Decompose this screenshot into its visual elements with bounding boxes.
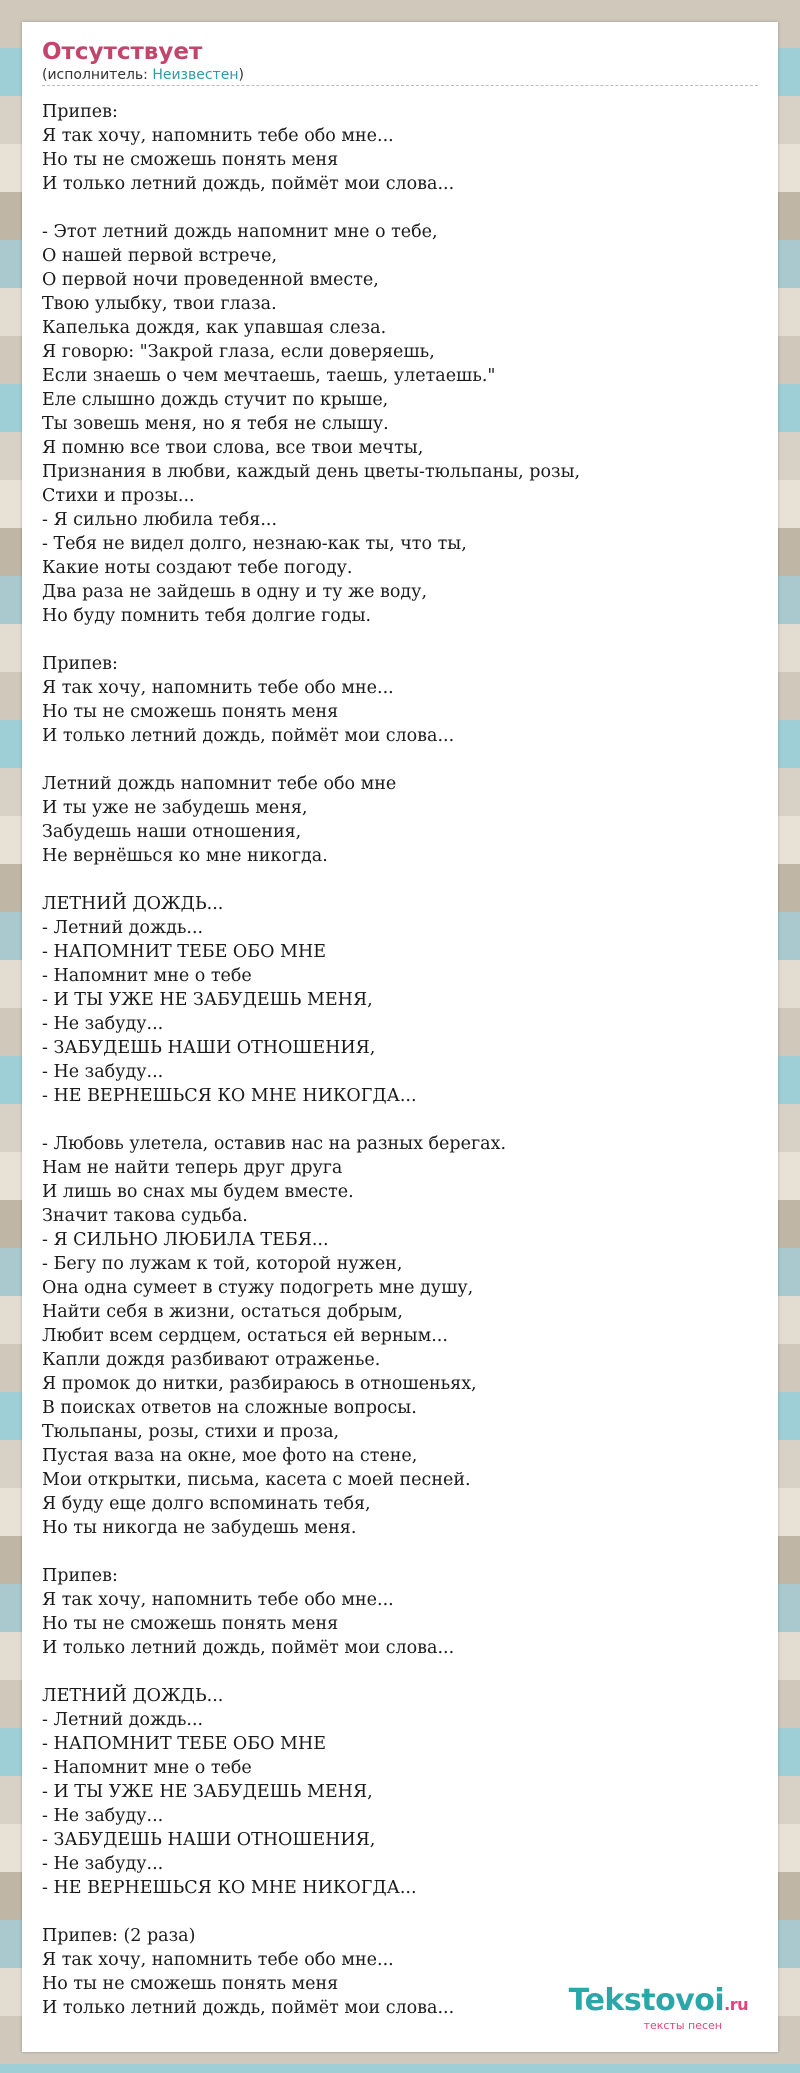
lyric-line: - Не забуду... <box>42 1854 164 1874</box>
lyric-line: ЛЕТНИЙ ДОЖДЬ... <box>42 1686 224 1706</box>
lyric-line: Я так хочу, напомнить тебе обо мне... <box>42 678 394 698</box>
lyric-line: Но ты не сможешь понять меня <box>42 1614 339 1634</box>
lyric-line: В поисках ответов на сложные вопросы. <box>42 1398 417 1418</box>
lyric-line: И только летний дождь, поймёт мои слова... <box>42 174 455 194</box>
lyric-line: - НЕ ВЕРНЕШЬСЯ КО МНЕ НИКОГДА... <box>42 1086 417 1106</box>
lyric-line: - ЗАБУДЕШЬ НАШИ ОТНОШЕНИЯ, <box>42 1038 376 1058</box>
lyric-line: И лишь во снах мы будем вместе. <box>42 1182 354 1202</box>
lyric-line: - Бегу по лужам к той, которой нужен, <box>42 1254 403 1274</box>
lyrics-stanza <box>42 772 758 868</box>
lyric-line: Нам не найти теперь друг друга <box>42 1158 343 1178</box>
lyric-line: Я так хочу, напомнить тебе обо мне... <box>42 126 394 146</box>
lyric-line: Два раза не зайдешь в одну и ту же воду, <box>42 582 428 602</box>
lyric-line: Признания в любви, каждый день цветы-тюльпаны, розы, <box>42 462 581 482</box>
lyric-line: Летний дождь напомнит тебе обо мне <box>42 774 397 794</box>
lyric-line: - И ТЫ УЖЕ НЕ ЗАБУДЕШЬ МЕНЯ, <box>42 1782 373 1802</box>
lyric-line: И только летний дождь, поймёт мои слова... <box>42 1638 455 1658</box>
lyric-line: Припев: <box>42 1566 118 1586</box>
lyric-line: - Я сильно любила тебя... <box>42 510 278 530</box>
lyrics-stanza <box>42 1132 758 1540</box>
song-header <box>42 38 758 86</box>
lyric-line: Пустая ваза на окне, мое фото на стене, <box>42 1446 418 1466</box>
lyric-line: Я буду еще долго вспоминать тебя, <box>42 1494 371 1514</box>
artist-prefix: (исполнитель: <box>42 67 153 83</box>
lyric-line: Тюльпаны, розы, стихи и проза, <box>42 1422 340 1442</box>
lyric-line: Но ты не сможешь понять меня <box>42 702 339 722</box>
lyric-line: Если знаешь о чем мечтаешь, таешь, улетаешь." <box>42 366 496 386</box>
lyric-line: Не вернёшься ко мне никогда. <box>42 846 328 866</box>
lyric-line: - Летний дождь... <box>42 918 204 938</box>
lyric-line: Капелька дождя, как упавшая слеза. <box>42 318 387 338</box>
lyric-line: ЛЕТНИЙ ДОЖДЬ... <box>42 894 224 914</box>
lyric-line: - Летний дождь... <box>42 1710 204 1730</box>
lyric-line: Я промок до нитки, разбираюсь в отношеньях, <box>42 1374 477 1394</box>
lyric-line: - ЗАБУДЕШЬ НАШИ ОТНОШЕНИЯ, <box>42 1830 376 1850</box>
lyric-line: - Напомнит мне о тебе <box>42 966 252 986</box>
lyric-line: Любит всем сердцем, остаться ей верным... <box>42 1326 448 1346</box>
lyric-line: - Не забуду... <box>42 1806 164 1826</box>
lyric-line: Еле слышно дождь стучит по крыше, <box>42 390 389 410</box>
lyric-line: Припев: (2 раза) <box>42 1926 196 1946</box>
lyric-line: - И ТЫ УЖЕ НЕ ЗАБУДЕШЬ МЕНЯ, <box>42 990 373 1010</box>
lyric-line: Но ты не сможешь понять меня <box>42 150 339 170</box>
logo-name: Tekstovoi <box>568 1983 725 2018</box>
lyric-line: - Я СИЛЬНО ЛЮБИЛА ТЕБЯ... <box>42 1230 329 1250</box>
logo-suffix: .ru <box>724 1995 748 2014</box>
lyric-line: Я так хочу, напомнить тебе обо мне... <box>42 1590 394 1610</box>
lyric-line: Но ты никогда не забудешь меня. <box>42 1518 357 1538</box>
lyrics-stanza <box>42 100 758 196</box>
lyric-line: О нашей первой встрече, <box>42 246 278 266</box>
lyric-line: Какие ноты создают тебе погоду. <box>42 558 353 578</box>
lyric-line: - Тебя не видел долго, незнаю-как ты, что ты, <box>42 534 467 554</box>
lyric-line: Твою улыбку, твои глаза. <box>42 294 277 314</box>
lyric-line: Припев: <box>42 102 118 122</box>
lyric-line: Я так хочу, напомнить тебе обо мне... <box>42 1950 394 1970</box>
lyric-line: - Не забуду... <box>42 1062 164 1082</box>
lyric-line: - НЕ ВЕРНЕШЬСЯ КО МНЕ НИКОГДА... <box>42 1878 417 1898</box>
lyric-line: Припев: <box>42 654 118 674</box>
lyrics-body <box>42 100 758 2044</box>
lyric-line: - НАПОМНИТ ТЕБЕ ОБО МНЕ <box>42 1734 326 1754</box>
lyrics-stanza <box>42 1684 758 1900</box>
lyric-line: - Напомнит мне о тебе <box>42 1758 252 1778</box>
lyric-line: Ты зовешь меня, но я тебя не слышу. <box>42 414 389 434</box>
song-title: Отсутствует <box>42 39 203 65</box>
lyric-line: - Не забуду... <box>42 1014 164 1034</box>
lyric-line: - Этот летний дождь напомнит мне о тебе, <box>42 222 438 242</box>
lyric-line: О первой ночи проведенной вместе, <box>42 270 379 290</box>
lyric-line: - НАПОМНИТ ТЕБЕ ОБО МНЕ <box>42 942 326 962</box>
lyric-line: И ты уже не забудешь меня, <box>42 798 308 818</box>
lyric-line: Значит такова судьба. <box>42 1206 248 1226</box>
lyrics-stanza <box>42 652 758 748</box>
lyric-line: И только летний дождь, поймёт мои слова... <box>42 726 455 746</box>
lyric-line: - Любовь улетела, оставив нас на разных берегах. <box>42 1134 507 1154</box>
lyric-line: Найти себя в жизни, остаться добрым, <box>42 1302 403 1322</box>
lyric-line: Я помню все твои слова, все твои мечты, <box>42 438 424 458</box>
logo-tagline: тексты песен <box>643 2019 722 2032</box>
lyric-line: Я говорю: "Закрой глаза, если доверяешь, <box>42 342 435 362</box>
lyric-line: Капли дождя разбивают отраженье. <box>42 1350 381 1370</box>
lyrics-stanza <box>42 1564 758 1660</box>
site-logo[interactable] <box>568 1983 748 2032</box>
artist-link[interactable]: Неизвестен <box>152 67 239 83</box>
lyric-line: И только летний дождь, поймёт мои слова... <box>42 1998 455 2018</box>
artist-suffix: ) <box>238 67 244 83</box>
lyrics-stanza <box>42 220 758 628</box>
lyric-line: Она одна сумеет в стужу подогреть мне душу, <box>42 1278 474 1298</box>
lyrics-stanza <box>42 892 758 1108</box>
lyric-line: Забудешь наши отношения, <box>42 822 302 842</box>
artist-line <box>42 66 758 84</box>
lyric-line: Но ты не сможешь понять меня <box>42 1974 339 1994</box>
lyric-line: Но буду помнить тебя долгие годы. <box>42 606 372 626</box>
lyric-line: Стихи и прозы... <box>42 486 195 506</box>
lyrics-card <box>22 22 778 2052</box>
lyric-line: Мои открытки, письма, касета с моей песней. <box>42 1470 471 1490</box>
